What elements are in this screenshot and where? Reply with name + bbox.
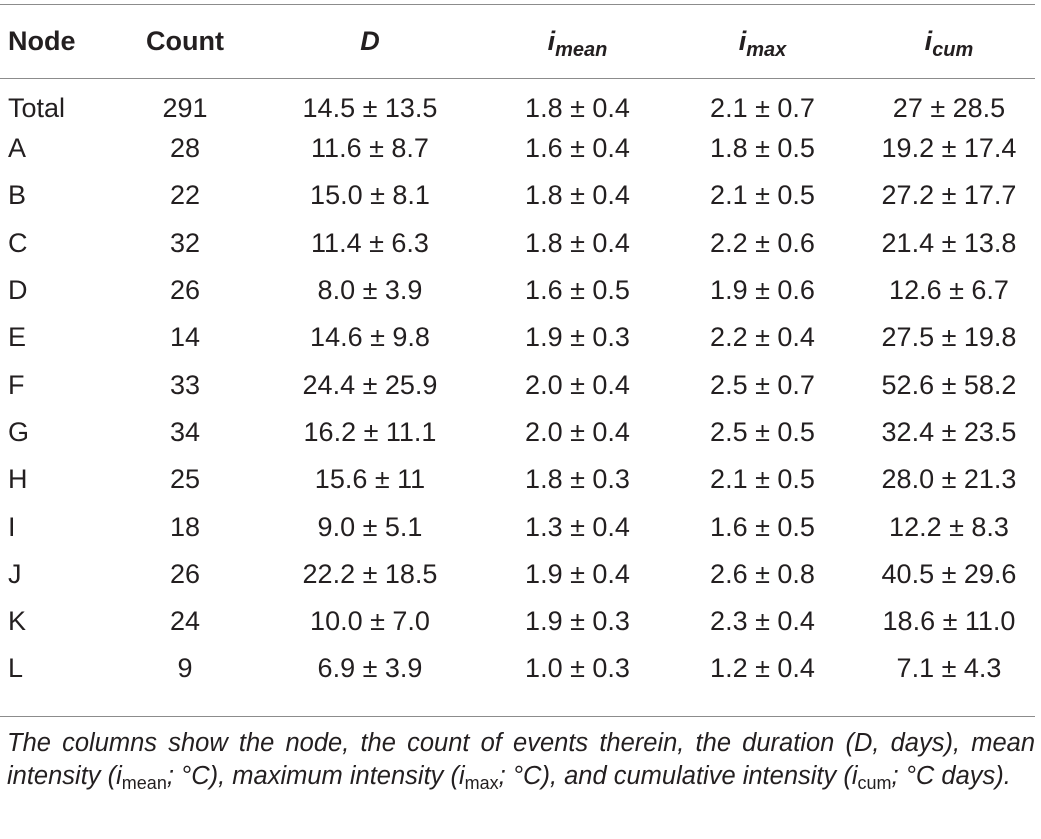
header-row bbox=[0, 5, 1038, 78]
table-cell: E bbox=[8, 322, 27, 353]
table-cell: 1.8 ± 0.4 bbox=[525, 227, 630, 258]
caption-text-1: The columns show the node, the count of events therein, the duration (D, days), mean intensity ( bbox=[7, 729, 1035, 790]
table-row bbox=[0, 267, 1038, 314]
caption-subscript-mean: mean bbox=[121, 773, 167, 793]
table-cell: 8.0 ± 3.9 bbox=[317, 275, 423, 306]
table-cell: 1.8 ± 0.4 bbox=[525, 93, 630, 123]
table-cell: 2.6 ± 0.8 bbox=[710, 558, 815, 589]
header-duration bbox=[250, 5, 490, 78]
table-cell: 14.5 ± 13.5 bbox=[302, 93, 438, 123]
table-cell: 2.0 ± 0.4 bbox=[525, 416, 630, 447]
table-cell: 1.9 ± 0.6 bbox=[710, 275, 815, 306]
table-cell: 10.0 ± 7.0 bbox=[310, 606, 430, 637]
table-cell: 2.1 ± 0.5 bbox=[710, 180, 815, 211]
table-cell: 22 bbox=[169, 180, 201, 211]
table-cell: 2.5 ± 0.5 bbox=[710, 416, 815, 447]
table-header bbox=[0, 5, 1038, 78]
table-cell: J bbox=[8, 558, 22, 589]
table-cell: 11.4 ± 6.3 bbox=[311, 227, 429, 258]
table-cell: 26 bbox=[169, 275, 201, 306]
header-label: Node bbox=[8, 26, 76, 56]
table-row bbox=[0, 314, 1038, 361]
table-cell: 32.4 ± 23.5 bbox=[881, 416, 1017, 447]
table-cell: 15.6 ± 11 bbox=[314, 464, 426, 495]
table-body bbox=[0, 78, 1038, 693]
table-cell: 1.9 ± 0.3 bbox=[525, 606, 630, 637]
table-cell: 33 bbox=[169, 369, 201, 400]
table-cell: 2.2 ± 0.6 bbox=[710, 227, 815, 258]
table-cell: B bbox=[8, 180, 27, 211]
table-bottom-rule bbox=[0, 716, 1035, 717]
table-cell: 22.2 ± 18.5 bbox=[302, 558, 438, 589]
header-subscript: cum bbox=[932, 39, 974, 61]
header-label: i bbox=[547, 26, 556, 56]
caption-subscript-max: max bbox=[464, 773, 499, 793]
table-row bbox=[0, 361, 1038, 408]
table-cell: 24.4 ± 25.9 bbox=[302, 369, 438, 400]
table-cell: 19.2 ± 17.4 bbox=[881, 133, 1017, 164]
caption-text-4: ; °C days). bbox=[891, 762, 1011, 790]
table-cell: 9 bbox=[177, 653, 193, 684]
table-cell: 14.6 ± 9.8 bbox=[310, 322, 430, 353]
table-cell: 2.1 ± 0.7 bbox=[710, 93, 815, 123]
header-i-cum bbox=[860, 5, 1038, 78]
table-cell: 26 bbox=[169, 558, 201, 589]
table-row bbox=[0, 645, 1038, 692]
table-cell: 27.2 ± 17.7 bbox=[881, 180, 1017, 211]
table-cell: F bbox=[8, 369, 25, 400]
table-cell: 1.6 ± 0.4 bbox=[525, 133, 630, 164]
table-cell: 6.9 ± 3.9 bbox=[317, 653, 423, 684]
table-cell: H bbox=[8, 464, 28, 495]
table-cell: 18 bbox=[169, 511, 201, 542]
table-cell: Total bbox=[8, 93, 66, 123]
header-label: i bbox=[738, 26, 747, 56]
table-row bbox=[0, 598, 1038, 645]
header-subscript: max bbox=[746, 39, 787, 61]
table-cell: 2.3 ± 0.4 bbox=[710, 606, 815, 637]
table-cell: 25 bbox=[169, 464, 201, 495]
header-label: Count bbox=[146, 26, 224, 56]
table-cell: 1.9 ± 0.4 bbox=[525, 558, 630, 589]
header-subscript: mean bbox=[555, 39, 608, 61]
table-row bbox=[0, 456, 1038, 503]
table-cell: 2.0 ± 0.4 bbox=[525, 369, 630, 400]
table-row bbox=[0, 78, 1038, 125]
header-label: D bbox=[360, 26, 380, 56]
table-cell: 7.1 ± 4.3 bbox=[896, 653, 1002, 684]
table-row bbox=[0, 172, 1038, 219]
table-cell: 1.0 ± 0.3 bbox=[525, 653, 630, 684]
table-cell: 1.3 ± 0.4 bbox=[525, 511, 630, 542]
results-table bbox=[0, 5, 1038, 693]
table-cell: I bbox=[8, 511, 16, 542]
header-node bbox=[0, 5, 120, 78]
table-row bbox=[0, 503, 1038, 550]
caption-text-2: ; °C), maximum intensity ( bbox=[166, 762, 459, 790]
table-cell: 2.5 ± 0.7 bbox=[710, 369, 815, 400]
table-cell: A bbox=[8, 133, 27, 164]
table-cell: 28.0 ± 21.3 bbox=[881, 464, 1017, 495]
header-i-max bbox=[665, 5, 860, 78]
header-i-mean bbox=[490, 5, 665, 78]
table-cell: 12.6 ± 6.7 bbox=[889, 275, 1009, 306]
table-cell: 34 bbox=[169, 416, 201, 447]
table-cell: 16.2 ± 11.1 bbox=[303, 416, 437, 447]
table-cell: 40.5 ± 29.6 bbox=[881, 558, 1017, 589]
table-row bbox=[0, 125, 1038, 172]
table-cell: C bbox=[8, 227, 28, 258]
table-cell: 9.0 ± 5.1 bbox=[317, 511, 423, 542]
table-cell: L bbox=[8, 653, 24, 684]
table-cell: 21.4 ± 13.8 bbox=[881, 227, 1017, 258]
table-cell: K bbox=[8, 606, 27, 637]
caption-symbol-i-cum: i bbox=[851, 762, 858, 790]
table-cell: 11.6 ± 8.7 bbox=[311, 133, 429, 164]
caption-symbol-i-mean: i bbox=[116, 762, 122, 790]
table-cell: 1.8 ± 0.3 bbox=[525, 464, 630, 495]
table-row bbox=[0, 551, 1038, 598]
table-cell: D bbox=[8, 275, 28, 306]
table-cell: 52.6 ± 58.2 bbox=[881, 369, 1017, 400]
table-cell: 1.6 ± 0.5 bbox=[710, 511, 815, 542]
table-cell: 18.6 ± 11.0 bbox=[882, 606, 1016, 637]
header-label: i bbox=[924, 26, 933, 56]
table-cell: G bbox=[8, 416, 30, 447]
table-cell: 27 ± 28.5 bbox=[892, 93, 1006, 123]
table-cell: 12.2 ± 8.3 bbox=[889, 511, 1009, 542]
table-cell: 2.2 ± 0.4 bbox=[710, 322, 815, 353]
table-cell: 1.9 ± 0.3 bbox=[525, 322, 630, 353]
table-cell: 1.8 ± 0.4 bbox=[525, 180, 630, 211]
table-caption bbox=[7, 727, 1035, 793]
table-cell: 27.5 ± 19.8 bbox=[881, 322, 1017, 353]
caption-subscript-cum: cum bbox=[857, 773, 892, 793]
table-row bbox=[0, 220, 1038, 267]
table-cell: 2.1 ± 0.5 bbox=[710, 464, 815, 495]
table-cell: 14 bbox=[169, 322, 201, 353]
table-cell: 1.2 ± 0.4 bbox=[710, 653, 815, 684]
caption-symbol-i-max: i bbox=[458, 762, 465, 790]
caption-text-3: ; °C), and cumulative intensity ( bbox=[498, 762, 852, 790]
table-cell: 1.6 ± 0.5 bbox=[525, 275, 630, 306]
table-cell: 15.0 ± 8.1 bbox=[310, 180, 430, 211]
header-count bbox=[120, 5, 250, 78]
table-cell: 291 bbox=[162, 93, 208, 123]
table-cell: 32 bbox=[169, 227, 201, 258]
table-cell: 1.8 ± 0.5 bbox=[710, 133, 815, 164]
table-row bbox=[0, 409, 1038, 456]
table-cell: 24 bbox=[169, 606, 201, 637]
table-cell: 28 bbox=[169, 133, 201, 164]
